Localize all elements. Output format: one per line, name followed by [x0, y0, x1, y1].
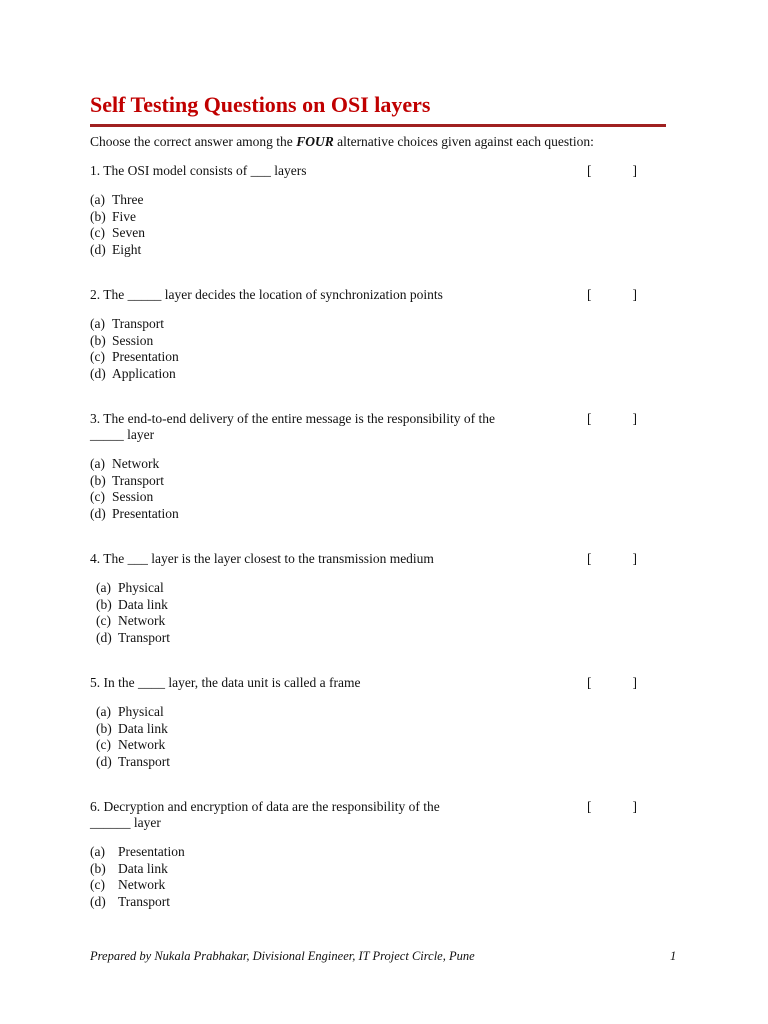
answer-box[interactable] [587, 411, 637, 427]
option-text: Data link [118, 860, 168, 876]
answer-bracket-close: ] [632, 411, 637, 426]
instructions-after: alternative choices given against each question: [333, 134, 594, 149]
question-text: 5. In the ____ layer, the data unit is called a frame [90, 675, 361, 690]
instructions-emphasis: FOUR [296, 134, 334, 149]
option-key: (d) [96, 629, 112, 645]
option-list [90, 192, 650, 258]
option-text: Network [118, 737, 166, 752]
option-key: (a) [90, 316, 105, 331]
option-item [90, 316, 650, 333]
option-text: Transport [118, 893, 171, 909]
option-text: Network [118, 613, 166, 628]
answer-bracket-close: ] [632, 163, 637, 178]
option-item [96, 721, 650, 738]
option-key: (c) [96, 737, 111, 752]
answer-bracket-open: [ [587, 163, 592, 178]
option-item [96, 737, 650, 754]
option-list [90, 580, 650, 646]
option-text: Application [112, 365, 176, 381]
question-4 [90, 551, 650, 646]
option-text: Transport [118, 753, 171, 769]
option-key: (b) [90, 860, 106, 876]
option-item [90, 861, 650, 878]
question-header [90, 675, 650, 691]
option-key: (b) [96, 720, 112, 736]
answer-box[interactable] [587, 163, 637, 179]
option-list [90, 316, 650, 382]
question-header [90, 163, 650, 179]
answer-bracket-open: [ [587, 799, 592, 814]
question-header [90, 287, 650, 303]
option-text: Presentation [112, 349, 179, 364]
option-key: (b) [90, 472, 106, 488]
option-key: (a) [90, 456, 105, 471]
footer-credit: Prepared by Nukala Prabhakar, Divisional Engineer, IT Project Circle, Pune [90, 949, 475, 963]
option-list [90, 704, 650, 770]
option-item [96, 580, 650, 597]
option-key: (c) [90, 349, 105, 364]
option-key: (c) [90, 225, 105, 240]
option-key: (d) [90, 505, 106, 521]
option-item [90, 333, 650, 350]
option-item [90, 456, 650, 473]
option-text: Network [118, 877, 166, 892]
answer-box[interactable] [587, 551, 637, 567]
option-text: Data link [118, 596, 168, 612]
option-key: (c) [96, 613, 111, 628]
option-item [90, 225, 650, 242]
question-3 [90, 411, 650, 522]
answer-box[interactable] [587, 799, 637, 815]
question-text: 1. The OSI model consists of ___ layers [90, 163, 307, 178]
option-item [96, 754, 650, 771]
option-text: Three [112, 192, 144, 207]
page-number: 1 [670, 949, 677, 963]
option-item [96, 704, 650, 721]
option-item [90, 844, 650, 861]
answer-bracket-open: [ [587, 411, 592, 426]
option-key: (b) [90, 332, 106, 348]
option-item [90, 489, 650, 506]
question-2 [90, 287, 650, 382]
answer-box[interactable] [587, 287, 637, 303]
option-text: Five [112, 208, 137, 224]
option-text: Eight [112, 241, 142, 257]
option-item [96, 613, 650, 630]
page-title: Self Testing Questions on OSI layers [90, 92, 431, 117]
option-text: Physical [118, 580, 164, 595]
option-key: (d) [90, 893, 106, 909]
answer-bracket-open: [ [587, 551, 592, 566]
question-text: 2. The _____ layer decides the location of synchronization points [90, 287, 443, 302]
option-item [90, 894, 650, 911]
answer-bracket-close: ] [632, 551, 637, 566]
option-text: Physical [118, 704, 164, 719]
title-underline [90, 124, 666, 127]
option-key: (d) [90, 365, 106, 381]
option-text: Session [112, 489, 154, 504]
option-list [90, 844, 650, 910]
option-item [90, 366, 650, 383]
option-item [96, 630, 650, 647]
question-1 [90, 163, 650, 258]
option-item [96, 597, 650, 614]
option-key: (b) [90, 208, 106, 224]
option-item [90, 473, 650, 490]
option-text: Transport [112, 316, 165, 331]
option-text: Transport [118, 629, 171, 645]
instructions [90, 133, 594, 151]
question-text: 3. The end-to-end delivery of the entire message is the responsibility of the _____ layer [90, 411, 496, 442]
option-text: Presentation [118, 844, 185, 859]
option-text: Data link [118, 720, 168, 736]
option-key: (a) [90, 192, 105, 207]
option-key: (a) [90, 844, 105, 859]
answer-bracket-close: ] [632, 675, 637, 690]
option-text: Seven [112, 225, 145, 240]
option-key: (c) [90, 489, 105, 504]
option-text: Network [112, 456, 160, 471]
option-text: Session [112, 332, 154, 348]
option-list [90, 456, 650, 522]
option-item [90, 349, 650, 366]
option-key: (c) [90, 877, 105, 892]
option-item [90, 192, 650, 209]
answer-bracket-open: [ [587, 675, 592, 690]
option-item [90, 242, 650, 259]
option-item [90, 506, 650, 523]
question-header [90, 411, 650, 443]
answer-bracket-open: [ [587, 287, 592, 302]
answer-box[interactable] [587, 675, 637, 691]
option-item [90, 209, 650, 226]
option-key: (b) [96, 596, 112, 612]
option-key: (d) [96, 753, 112, 769]
instructions-before: Choose the correct answer among the [90, 134, 297, 149]
question-5 [90, 675, 650, 770]
option-key: (d) [90, 241, 106, 257]
option-text: Transport [112, 472, 165, 488]
option-item [90, 877, 650, 894]
option-key: (a) [96, 580, 111, 595]
question-text: 6. Decryption and encryption of data are the responsibility of the ______ layer [90, 799, 440, 830]
question-header [90, 551, 650, 567]
answer-bracket-close: ] [632, 287, 637, 302]
question-text: 4. The ___ layer is the layer closest to the transmission medium [90, 551, 434, 566]
question-6 [90, 799, 650, 910]
answer-bracket-close: ] [632, 799, 637, 814]
option-key: (a) [96, 704, 111, 719]
option-text: Presentation [112, 505, 179, 521]
question-header [90, 799, 650, 831]
